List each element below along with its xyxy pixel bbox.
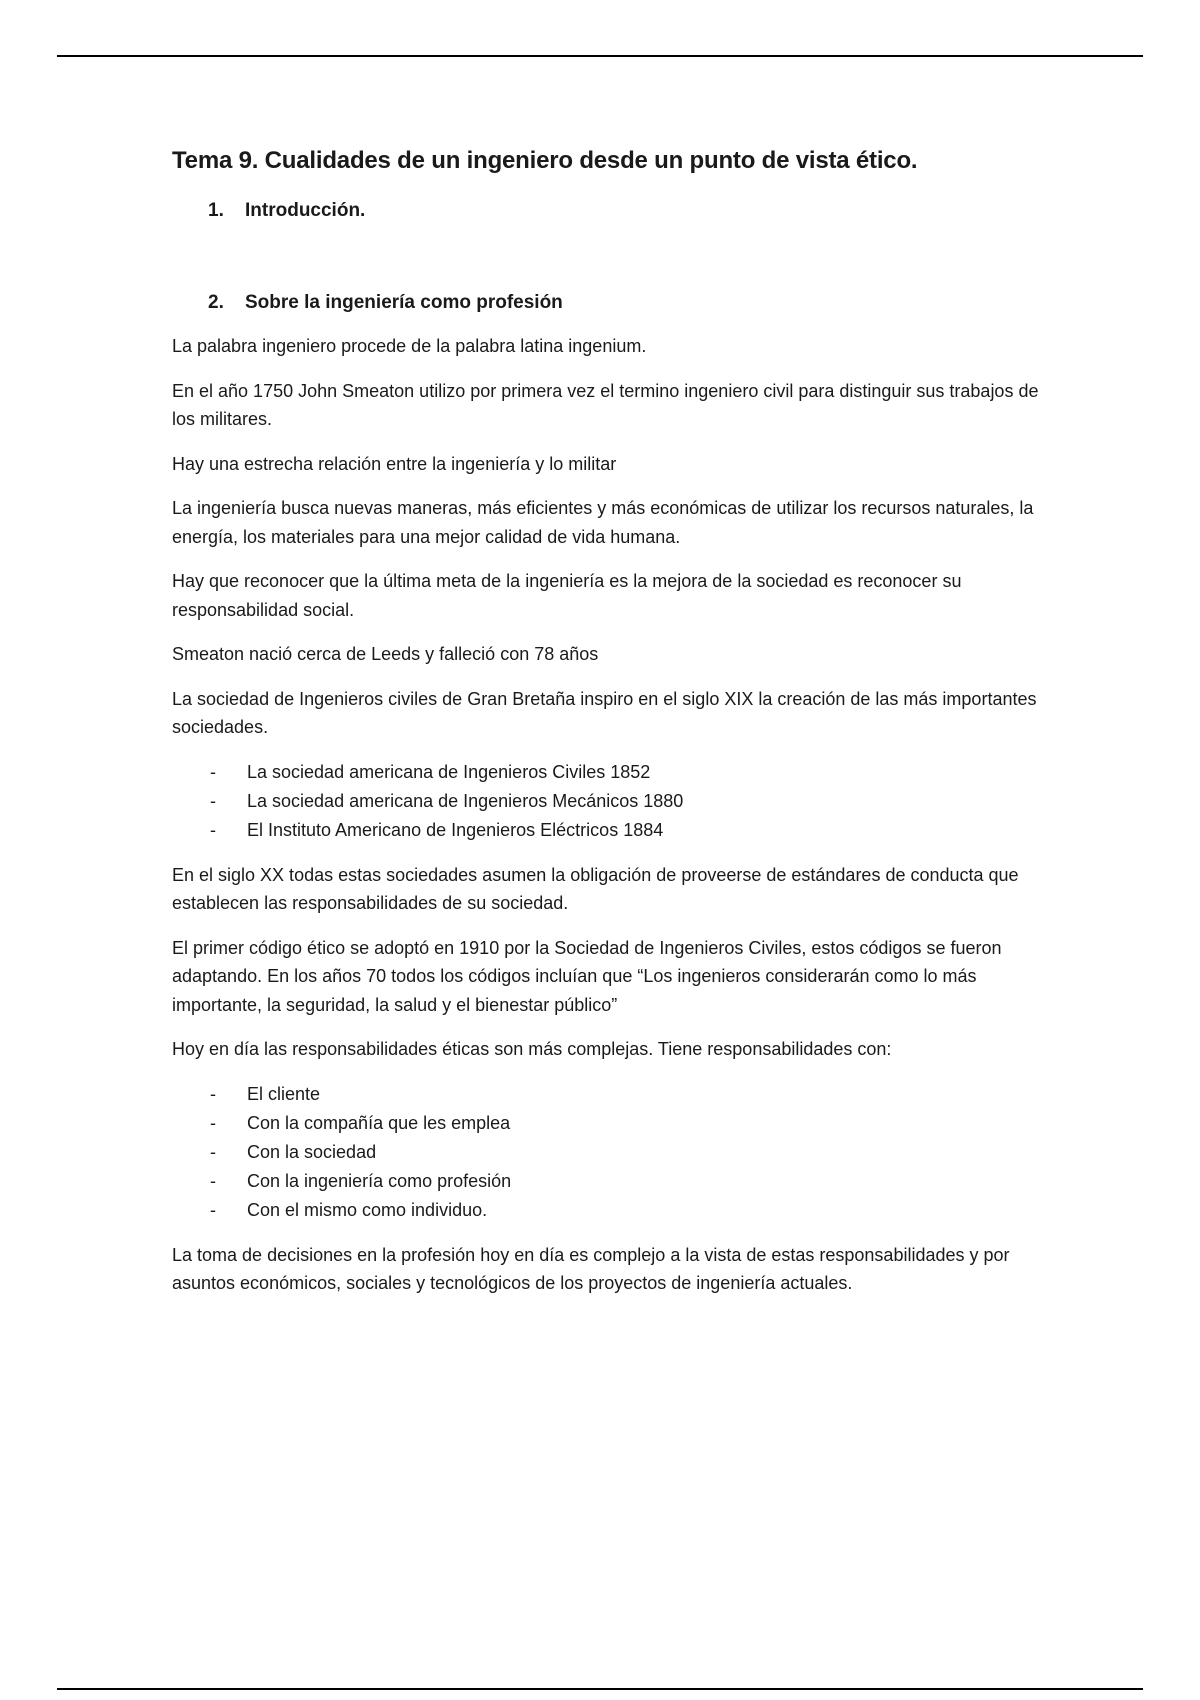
list-item — [172, 758, 1042, 787]
paragraph: En el año 1750 John Smeaton utilizo por primera vez el termino ingeniero civil para distinguir sus trabajos de los militares. — [172, 380, 1039, 429]
section-number: 1. — [208, 200, 224, 221]
paragraph: Hay una estrecha relación entre la ingeniería y lo militar — [172, 453, 617, 474]
list-item — [172, 1196, 1042, 1225]
bullet-dash: - — [210, 1141, 216, 1162]
bullet-dash: - — [210, 1083, 216, 1104]
bullet-dash: - — [210, 761, 216, 782]
list-item-text: Con el mismo como individuo. — [247, 1199, 488, 1220]
list-item-text: Con la sociedad — [247, 1141, 377, 1162]
list-item — [172, 787, 1042, 816]
paragraph: Hay que reconocer que la última meta de la ingeniería es la mejora de la sociedad es reconocer su responsabilidad social. — [172, 571, 962, 620]
bullet-dash: - — [210, 1112, 216, 1133]
section-heading-introduccion — [208, 198, 1042, 224]
page-bottom-rule — [57, 1688, 1143, 1690]
paragraph: El primer código ético se adoptó en 1910 por la Sociedad de Ingenieros Civiles, estos códigos se fueron adaptando. En los años 70 todos los códigos incluían que “Los ingenieros considerarán como lo más importante, la seguridad, la salud y el bienestar público” — [172, 937, 1002, 1015]
bullet-dash: - — [210, 790, 216, 811]
list-item-text: Con la compañía que les emplea — [247, 1112, 511, 1133]
list-item — [172, 816, 1042, 845]
paragraph: La ingeniería busca nuevas maneras, más eficientes y más económicas de utilizar los recursos naturales, la energía, los materiales para una mejor calidad de vida humana. — [172, 498, 1034, 547]
list-item-text: El cliente — [247, 1083, 321, 1104]
paragraph: La toma de decisiones en la profesión hoy en día es complejo a la vista de estas responsabilidades y por asuntos económicos, sociales y tecnológicos de los proyectos de ingeniería actuales. — [172, 1244, 1010, 1293]
list-item — [172, 1109, 1042, 1138]
page-top-rule — [57, 55, 1143, 57]
paragraph: Hoy en día las responsabilidades éticas son más complejas. Tiene responsabilidades con: — [172, 1039, 892, 1059]
paragraph: Smeaton nació cerca de Leeds y falleció con 78 años — [172, 644, 599, 664]
section-title: Sobre la ingeniería como profesión — [245, 292, 563, 313]
bullet-dash: - — [210, 1170, 216, 1191]
list-item-text: El Instituto Americano de Ingenieros Eléctricos 1884 — [247, 819, 664, 840]
section-number: 2. — [208, 292, 224, 313]
paragraph: En el siglo XX todas estas sociedades asumen la obligación de proveerse de estándares de conducta que establecen las responsabilidades de su sociedad. — [172, 864, 1019, 913]
responsibilities-list — [172, 1080, 1042, 1225]
societies-list — [172, 758, 1042, 845]
list-item — [172, 1167, 1042, 1196]
section-title: Introducción. — [245, 200, 366, 221]
paragraph: La palabra ingeniero procede de la palabra latina ingenium. — [172, 336, 647, 356]
list-item — [172, 1080, 1042, 1109]
bullet-dash: - — [210, 1199, 216, 1220]
list-item-text: La sociedad americana de Ingenieros Civiles 1852 — [247, 761, 651, 782]
list-item-text: La sociedad americana de Ingenieros Mecánicos 1880 — [247, 790, 684, 811]
list-item-text: Con la ingeniería como profesión — [247, 1170, 512, 1191]
bullet-dash: - — [210, 819, 216, 840]
document-body — [172, 144, 1042, 1298]
document-title: Tema 9. Cualidades de un ingeniero desde un punto de vista ético. — [172, 147, 918, 174]
list-item — [172, 1138, 1042, 1167]
section-heading-ingenieria-profesion — [208, 290, 1042, 316]
paragraph: La sociedad de Ingenieros civiles de Gran Bretaña inspiro en el siglo XIX la creación de las más importantes sociedades. — [172, 688, 1037, 737]
